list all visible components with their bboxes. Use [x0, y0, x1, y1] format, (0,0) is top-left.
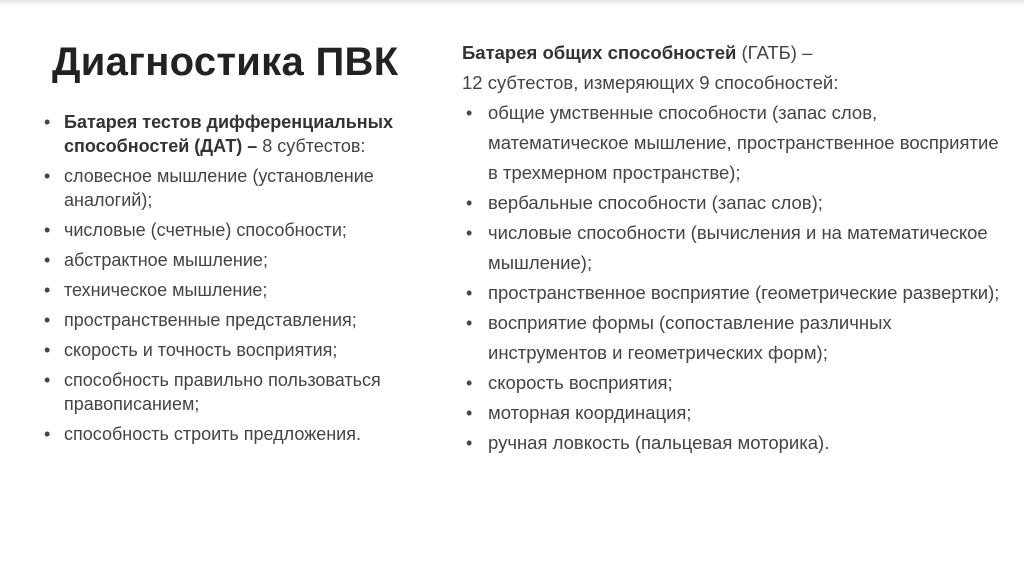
left-header-item [42, 110, 442, 158]
list-item [42, 248, 442, 272]
list-item-text: техническое мышление; [64, 280, 268, 300]
list-item-text: пространственное восприятие (геометрические развертки); [488, 282, 1000, 303]
list-item [42, 164, 442, 212]
bullet-icon: • [44, 424, 51, 444]
bullet-icon: • [44, 280, 51, 300]
list-item [462, 308, 1007, 368]
right-column [462, 38, 1007, 458]
bullet-icon: • [44, 112, 51, 132]
left-header-bold: Батарея тестов дифференциальных способностей (ДАТ) – [64, 112, 394, 156]
bullet-icon: • [466, 433, 473, 453]
list-item [462, 428, 1007, 458]
list-item-text: словесное мышление (установление аналогий); [64, 166, 374, 210]
list-item [462, 188, 1007, 218]
list-item-text: числовые способности (вычисления и на математическое мышление); [488, 222, 988, 273]
list-item-text: общие умственные способности (запас слов, математическое мышление, пространственное восприятие в трехмерном пространстве); [488, 102, 999, 183]
bullet-icon: • [466, 103, 473, 123]
list-item [462, 278, 1007, 308]
list-item-text: способность строить предложения. [64, 424, 361, 444]
bullet-icon: • [44, 370, 51, 390]
list-item [42, 218, 442, 242]
left-header-rest: 8 субтестов: [262, 136, 366, 156]
list-item-text: способность правильно пользоваться правописанием; [64, 370, 381, 414]
list-item-text: ручная ловкость (пальцевая моторика). [488, 432, 830, 453]
list-item-text: числовые (счетные) способности; [64, 220, 347, 240]
list-item-text: абстрактное мышление; [64, 250, 268, 270]
list-item [462, 398, 1007, 428]
list-item [462, 368, 1007, 398]
list-item-text: моторная координация; [488, 402, 692, 423]
bullet-icon: • [44, 220, 51, 240]
list-item [42, 368, 442, 416]
bullet-icon: • [466, 193, 473, 213]
top-shadow [0, 0, 1024, 6]
list-item-text: вербальные способности (запас слов); [488, 192, 823, 213]
right-list [462, 98, 1007, 458]
list-item-text: скорость восприятия; [488, 372, 673, 393]
right-header-bold: Батарея общих способностей [462, 42, 737, 63]
left-column [42, 110, 442, 452]
list-item [42, 338, 442, 362]
page-title: Диагностика ПВК [52, 40, 399, 84]
list-item-text: скорость и точность восприятия; [64, 340, 338, 360]
list-item [462, 98, 1007, 188]
list-item [42, 422, 442, 446]
bullet-icon: • [466, 283, 473, 303]
bullet-icon: • [44, 166, 51, 186]
list-item [42, 278, 442, 302]
right-header-rest: (ГАТБ) – [736, 42, 813, 63]
bullet-icon: • [466, 403, 473, 423]
right-subheader: 12 субтестов, измеряющих 9 способностей: [462, 72, 839, 93]
right-header [462, 38, 1007, 68]
bullet-icon: • [466, 313, 473, 333]
bullet-icon: • [466, 223, 473, 243]
list-item-text: пространственные представления; [64, 310, 357, 330]
list-item-text: восприятие формы (сопоставление различных инструментов и геометрических форм); [488, 312, 892, 363]
bullet-icon: • [44, 310, 51, 330]
list-item [462, 218, 1007, 278]
list-item [42, 308, 442, 332]
bullet-icon: • [466, 373, 473, 393]
bullet-icon: • [44, 250, 51, 270]
bullet-icon: • [44, 340, 51, 360]
